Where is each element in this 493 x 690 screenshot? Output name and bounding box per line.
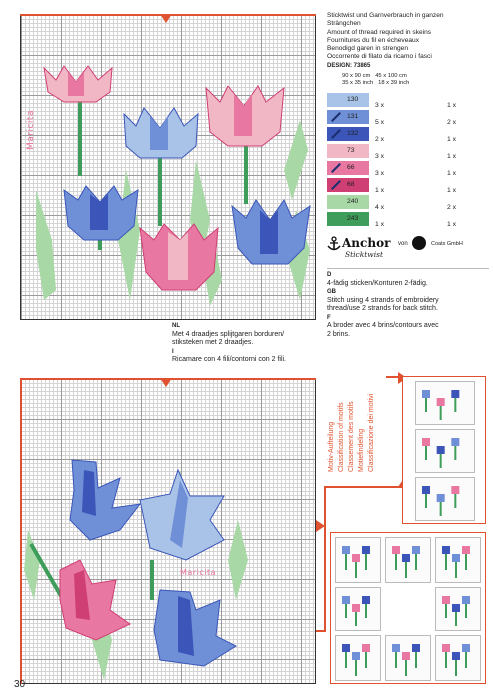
thumbnail-tulip-mark [352, 652, 360, 660]
coats-name: Coats GmbH [431, 241, 463, 247]
thumbnail-tulip-mark [342, 596, 350, 604]
header-line-6: Occorrente di filato da ricamo i fasci [327, 53, 432, 61]
label-d: D [327, 272, 332, 278]
thumbnail-stem-mark [465, 652, 467, 668]
thread-code: 240 [347, 197, 359, 205]
thumbnail-stem-mark [454, 494, 456, 508]
thread-qty-2: 1 x [447, 152, 457, 160]
anchor-brand-name: Anchor [342, 236, 391, 250]
thread-code: 66 [347, 163, 355, 171]
label-gb: GB [327, 289, 336, 295]
text-i: Ricamare con 4 fili/contorni con 2 fili. [172, 356, 286, 363]
label-f: F [327, 314, 331, 321]
thumbnail-stem-mark [465, 604, 467, 618]
thread-qty-1: 1 x [375, 186, 385, 194]
anchor-product: Sticktwist [345, 250, 383, 259]
thumbnail-tulip-mark [402, 554, 410, 562]
thread-qty-2: 1 x [447, 169, 457, 177]
motif-label-de: Motiv-Aufteilung [328, 421, 335, 472]
header-line-4: Fournitures du fil en écheveaux [327, 36, 420, 44]
thumbnail-stem-mark [455, 612, 457, 626]
thumbnail-stem-mark [440, 502, 442, 516]
text-d: 4-fädig sticken/Konturen 2-fädig. [327, 279, 428, 287]
thumbnail-tulip-mark [402, 652, 410, 660]
thumbnail-stem-mark [425, 398, 427, 412]
thumbnail-stem-mark [425, 494, 427, 508]
thumbnail-tulip-mark [392, 644, 400, 652]
thumbnail-stem-mark [445, 554, 447, 570]
thread-qty-1: 5 x [375, 118, 385, 126]
thumbnail-stem-mark [405, 660, 407, 676]
thread-qty-1: 3 x [375, 152, 385, 160]
thread-qty-2: 2 x [447, 203, 457, 211]
label-nl: NL [172, 323, 180, 329]
thumbnail-stem-mark [445, 652, 447, 668]
thumbnail-tulip-mark [422, 486, 430, 494]
thread-qty-2: 2 x [447, 118, 457, 126]
thumbnail-tulip-mark [442, 546, 450, 554]
text-f-1: A broder avec 4 brins/contours avec [327, 322, 439, 329]
thumbnail-tulip-mark [462, 644, 470, 652]
thread-qty-1: 3 x [375, 101, 385, 109]
thumbnail-tulip-mark [342, 546, 350, 554]
thumbnail-tulip-mark [342, 644, 350, 652]
header-line-2: Strängchen [327, 20, 361, 28]
thumbnail-stem-mark [440, 454, 442, 468]
label-i: I [172, 348, 174, 355]
signature-bottom: Maricita [180, 568, 216, 577]
thumbnail-tulip-mark [452, 604, 460, 612]
thumbnail-stem-mark [455, 660, 457, 676]
thumbnail-tulip-mark [462, 596, 470, 604]
thumbnail-stem-mark [365, 652, 367, 668]
thumbnail-tulip-mark [362, 546, 370, 554]
thread-code: 130 [347, 95, 359, 103]
design-number: DESIGN: 73865 [327, 62, 371, 69]
thumbnail-tulip-mark [437, 398, 445, 406]
thumbnail-stem-mark [345, 554, 347, 570]
thumbnail-stem-mark [345, 604, 347, 618]
thumbnail-tulip-mark [352, 554, 360, 562]
thumbnail-stem-mark [445, 604, 447, 618]
thumbnail-stem-mark [440, 406, 442, 420]
dims-in-1: 35 x 35 inch [342, 80, 374, 86]
thumbnail-tulip-mark [442, 644, 450, 652]
thumbnail-tulip-mark [362, 596, 370, 604]
thumbnail-tulip-mark [352, 604, 360, 612]
dims-cm-1: 90 x 90 cm [342, 73, 371, 79]
page-number: 30 [14, 679, 26, 690]
thread-qty-2: 1 x [447, 186, 457, 194]
thumbnail-stem-mark [465, 554, 467, 570]
thread-qty-2: 1 x [447, 101, 457, 109]
thread-code: 132 [347, 129, 359, 137]
thread-code: 131 [347, 112, 359, 120]
thumbnail-stem-mark [355, 612, 357, 626]
thread-qty-1: 2 x [375, 135, 385, 143]
text-gb-1: Stitch using 4 strands of embroidery [327, 296, 439, 304]
thumbnail-tulip-mark [442, 596, 450, 604]
thumbnail-tulip-mark [422, 438, 430, 446]
text-nl-2: stiksteken met 2 draadjes. [172, 339, 254, 346]
motif-label-nl: Motiefindeling [358, 428, 365, 472]
thumbnail-tulip-mark [392, 546, 400, 554]
thumbnail-tulip-mark [462, 546, 470, 554]
thumbnail-stem-mark [455, 562, 457, 578]
text-f-2: 2 brins. [327, 330, 350, 338]
thumbnail-tulip-mark [437, 446, 445, 454]
thumbnail-tulip-mark [452, 554, 460, 562]
signature-top: Maricita [26, 110, 36, 150]
thumbnail-tulip-mark [451, 390, 459, 398]
thumbnail-stem-mark [365, 554, 367, 570]
thumbnail-stem-mark [345, 652, 347, 668]
anchor-von: von [398, 241, 408, 247]
thumbnail-tulip-mark [451, 486, 459, 494]
thumbnail-tulip-mark [452, 652, 460, 660]
thumbnail-stem-mark [415, 652, 417, 668]
thumbnail-tulip-mark [451, 438, 459, 446]
thumbnail-stem-mark [395, 652, 397, 668]
text-gb-2: thread/use 2 strands for back stitch. [327, 305, 438, 312]
thread-qty-1: 3 x [375, 169, 385, 177]
thumbnail-stem-mark [355, 562, 357, 578]
dims-in-2: 18 x 39 inch [378, 80, 410, 86]
header-line-1: Sticktwist und Garnverbrauch in ganzen [327, 12, 444, 19]
header-line-5: Benodigd garen in strengen [327, 45, 409, 53]
thumbnail-tulip-mark [422, 390, 430, 398]
motif-label-en: Classification of motifs [338, 402, 345, 472]
thumbnail-stem-mark [355, 660, 357, 676]
thumbnail-stem-mark [395, 554, 397, 570]
thumbnail-tulip-mark [362, 644, 370, 652]
thumbnail-stem-mark [454, 398, 456, 412]
thumbnail-tulip-mark [412, 546, 420, 554]
thread-qty-1: 1 x [375, 220, 385, 228]
thumbnail-tulip-mark [437, 494, 445, 502]
thread-code: 73 [347, 146, 355, 154]
thumbnail-stem-mark [454, 446, 456, 460]
thumbnail-stem-mark [425, 446, 427, 460]
header-line-3: Amount of thread required in skeins [327, 28, 432, 36]
thread-qty-2: 1 x [447, 135, 457, 143]
dims-cm-2: 45 x 100 cm [375, 73, 407, 79]
thread-qty-1: 4 x [375, 203, 385, 211]
thumbnail-tulip-mark [412, 644, 420, 652]
thumbnail-stem-mark [405, 562, 407, 578]
motif-label-it: Classificazione dei motivi [368, 393, 375, 472]
thumbnail-stem-mark [365, 604, 367, 618]
thread-qty-2: 1 x [447, 220, 457, 228]
motif-label-fr: Classement des motifs [348, 401, 355, 472]
text-nl-1: Met 4 draadjes splijtgaren borduren/ [172, 330, 285, 338]
thread-code: 68 [347, 180, 355, 188]
thread-code: 243 [347, 214, 359, 222]
thumbnail-stem-mark [415, 554, 417, 570]
